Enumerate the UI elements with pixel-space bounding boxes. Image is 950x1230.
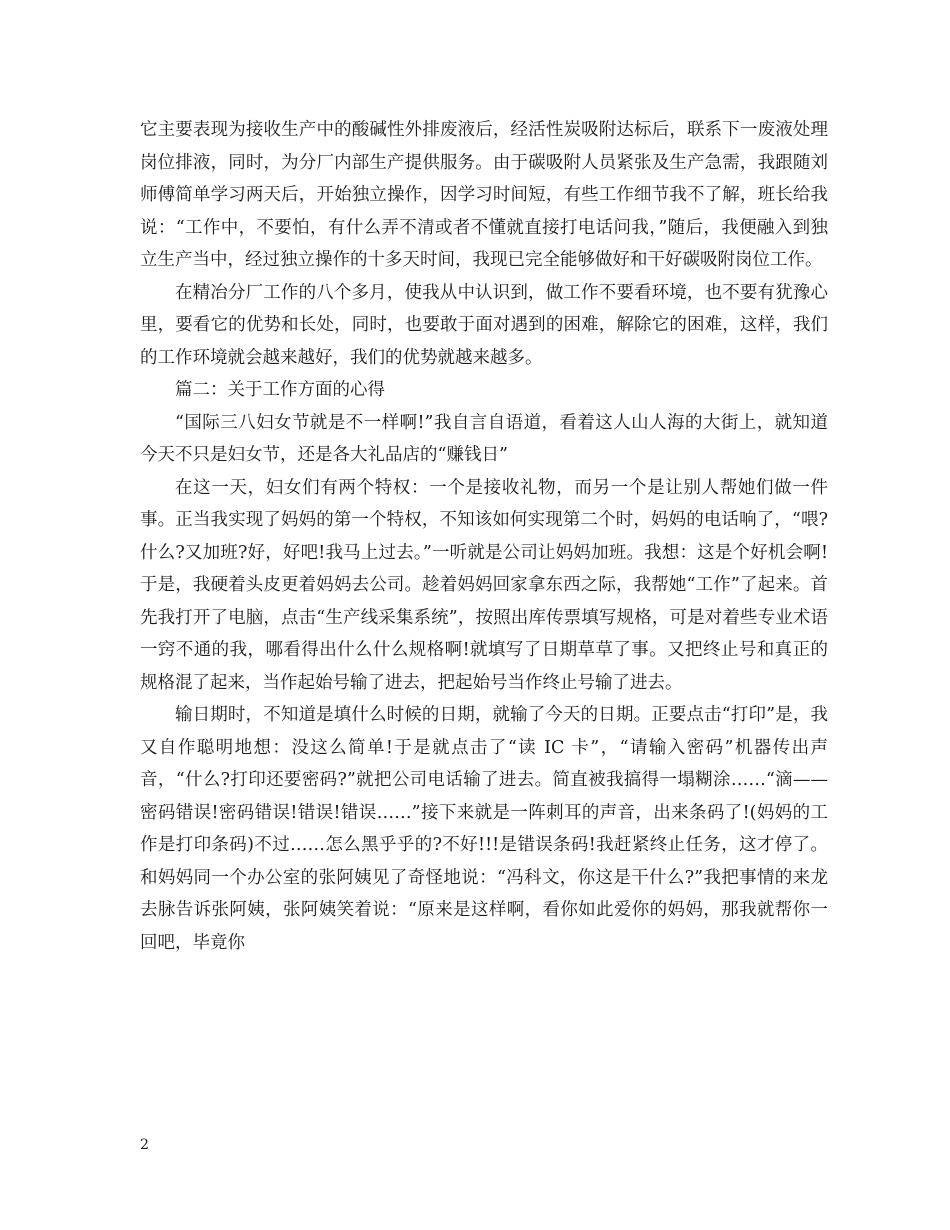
page-number: 2 xyxy=(140,1137,149,1153)
paragraph: 输日期时，不知道是填什么时候的日期，就输了今天的日期。正要点击“打印”是，我又自作聪明地想：没这么简单!于是就点击了“读 IC 卡”，“请输入密码”机器传出声音，“什么?打印还要密码?”就把公司电话输了进去。简直被我搞得一塌糊涂……“滴——密码错误!密码错误!错误!错误……”接下来就是一阵刺耳的声音，出来条码了!(妈妈的工作是打印条码)不过……怎么黑乎乎的?不好!!!是错误条码!我赶紧终止任务，这才停了。和妈妈同一个办公室的张阿姨见了奇怪地说：“冯科文，你这是干什么?”我把事情的来龙去脉告诉张阿姨，张阿姨笑着说：“原来是这样啊，看你如此爱你的妈妈，那我就帮你一回吧，毕竟你 xyxy=(140,705,828,953)
paragraph-continuation: 它主要表现为接收生产中的酸碱性外排废液后，经活性炭吸附达标后，联系下一废液处理岗位排液，同时，为分厂内部生产提供服务。由于碳吸附人员紧张及生产急需，我跟随刘师傅简单学习两天后，开始独立操作，因学习时间短，有些工作细节我不了解，班长给我说：“工作中，不要怕，有什么弄不清或者不懂就直接打电话问我，”随后，我便融入到独立生产当中，经过独立操作的十多天时间，我现已完全能够做好和干好碳吸附岗位工作。 xyxy=(140,120,828,270)
body-text xyxy=(140,114,828,959)
section-heading: 篇二：关于工作方面的心得 xyxy=(175,380,385,400)
paragraph: 在精冶分厂工作的八个多月，使我从中认识到，做工作不要看环境，也不要有犹豫心里，要看它的优势和长处，同时，也要敢于面对遇到的困难，解除它的困难，这样，我们的工作环境就会越来越好，我们的优势就越来越多。 xyxy=(140,282,828,368)
paragraph: “国际三八妇女节就是不一样啊!”我自言自语道，看着这人山人海的大街上，就知道今天不只是妇女节，还是各大礼品店的“赚钱日” xyxy=(140,412,828,465)
paragraph: 在这一天，妇女们有两个特权：一个是接收礼物，而另一个是让别人帮她们做一件事。正当我实现了妈妈的第一个特权，不知该如何实现第二个时，妈妈的电话响了，“喂?什么?又加班?好，好吧!我马上过去。”一听就是公司让妈妈加班。我想：这是个好机会啊!于是，我硬着头皮更着妈妈去公司。趁着妈妈回家拿东西之际，我帮她“工作”了起来。首先我打开了电脑，点击“生产线采集系统”，按照出库传票填写规格，可是对着些专业术语一窍不通的我，哪看得出什么什么规格啊!就填写了日期草草了事。又把终止号和真正的规格混了起来，当作起始号输了进去，把起始号当作终止号输了进去。 xyxy=(140,477,828,693)
